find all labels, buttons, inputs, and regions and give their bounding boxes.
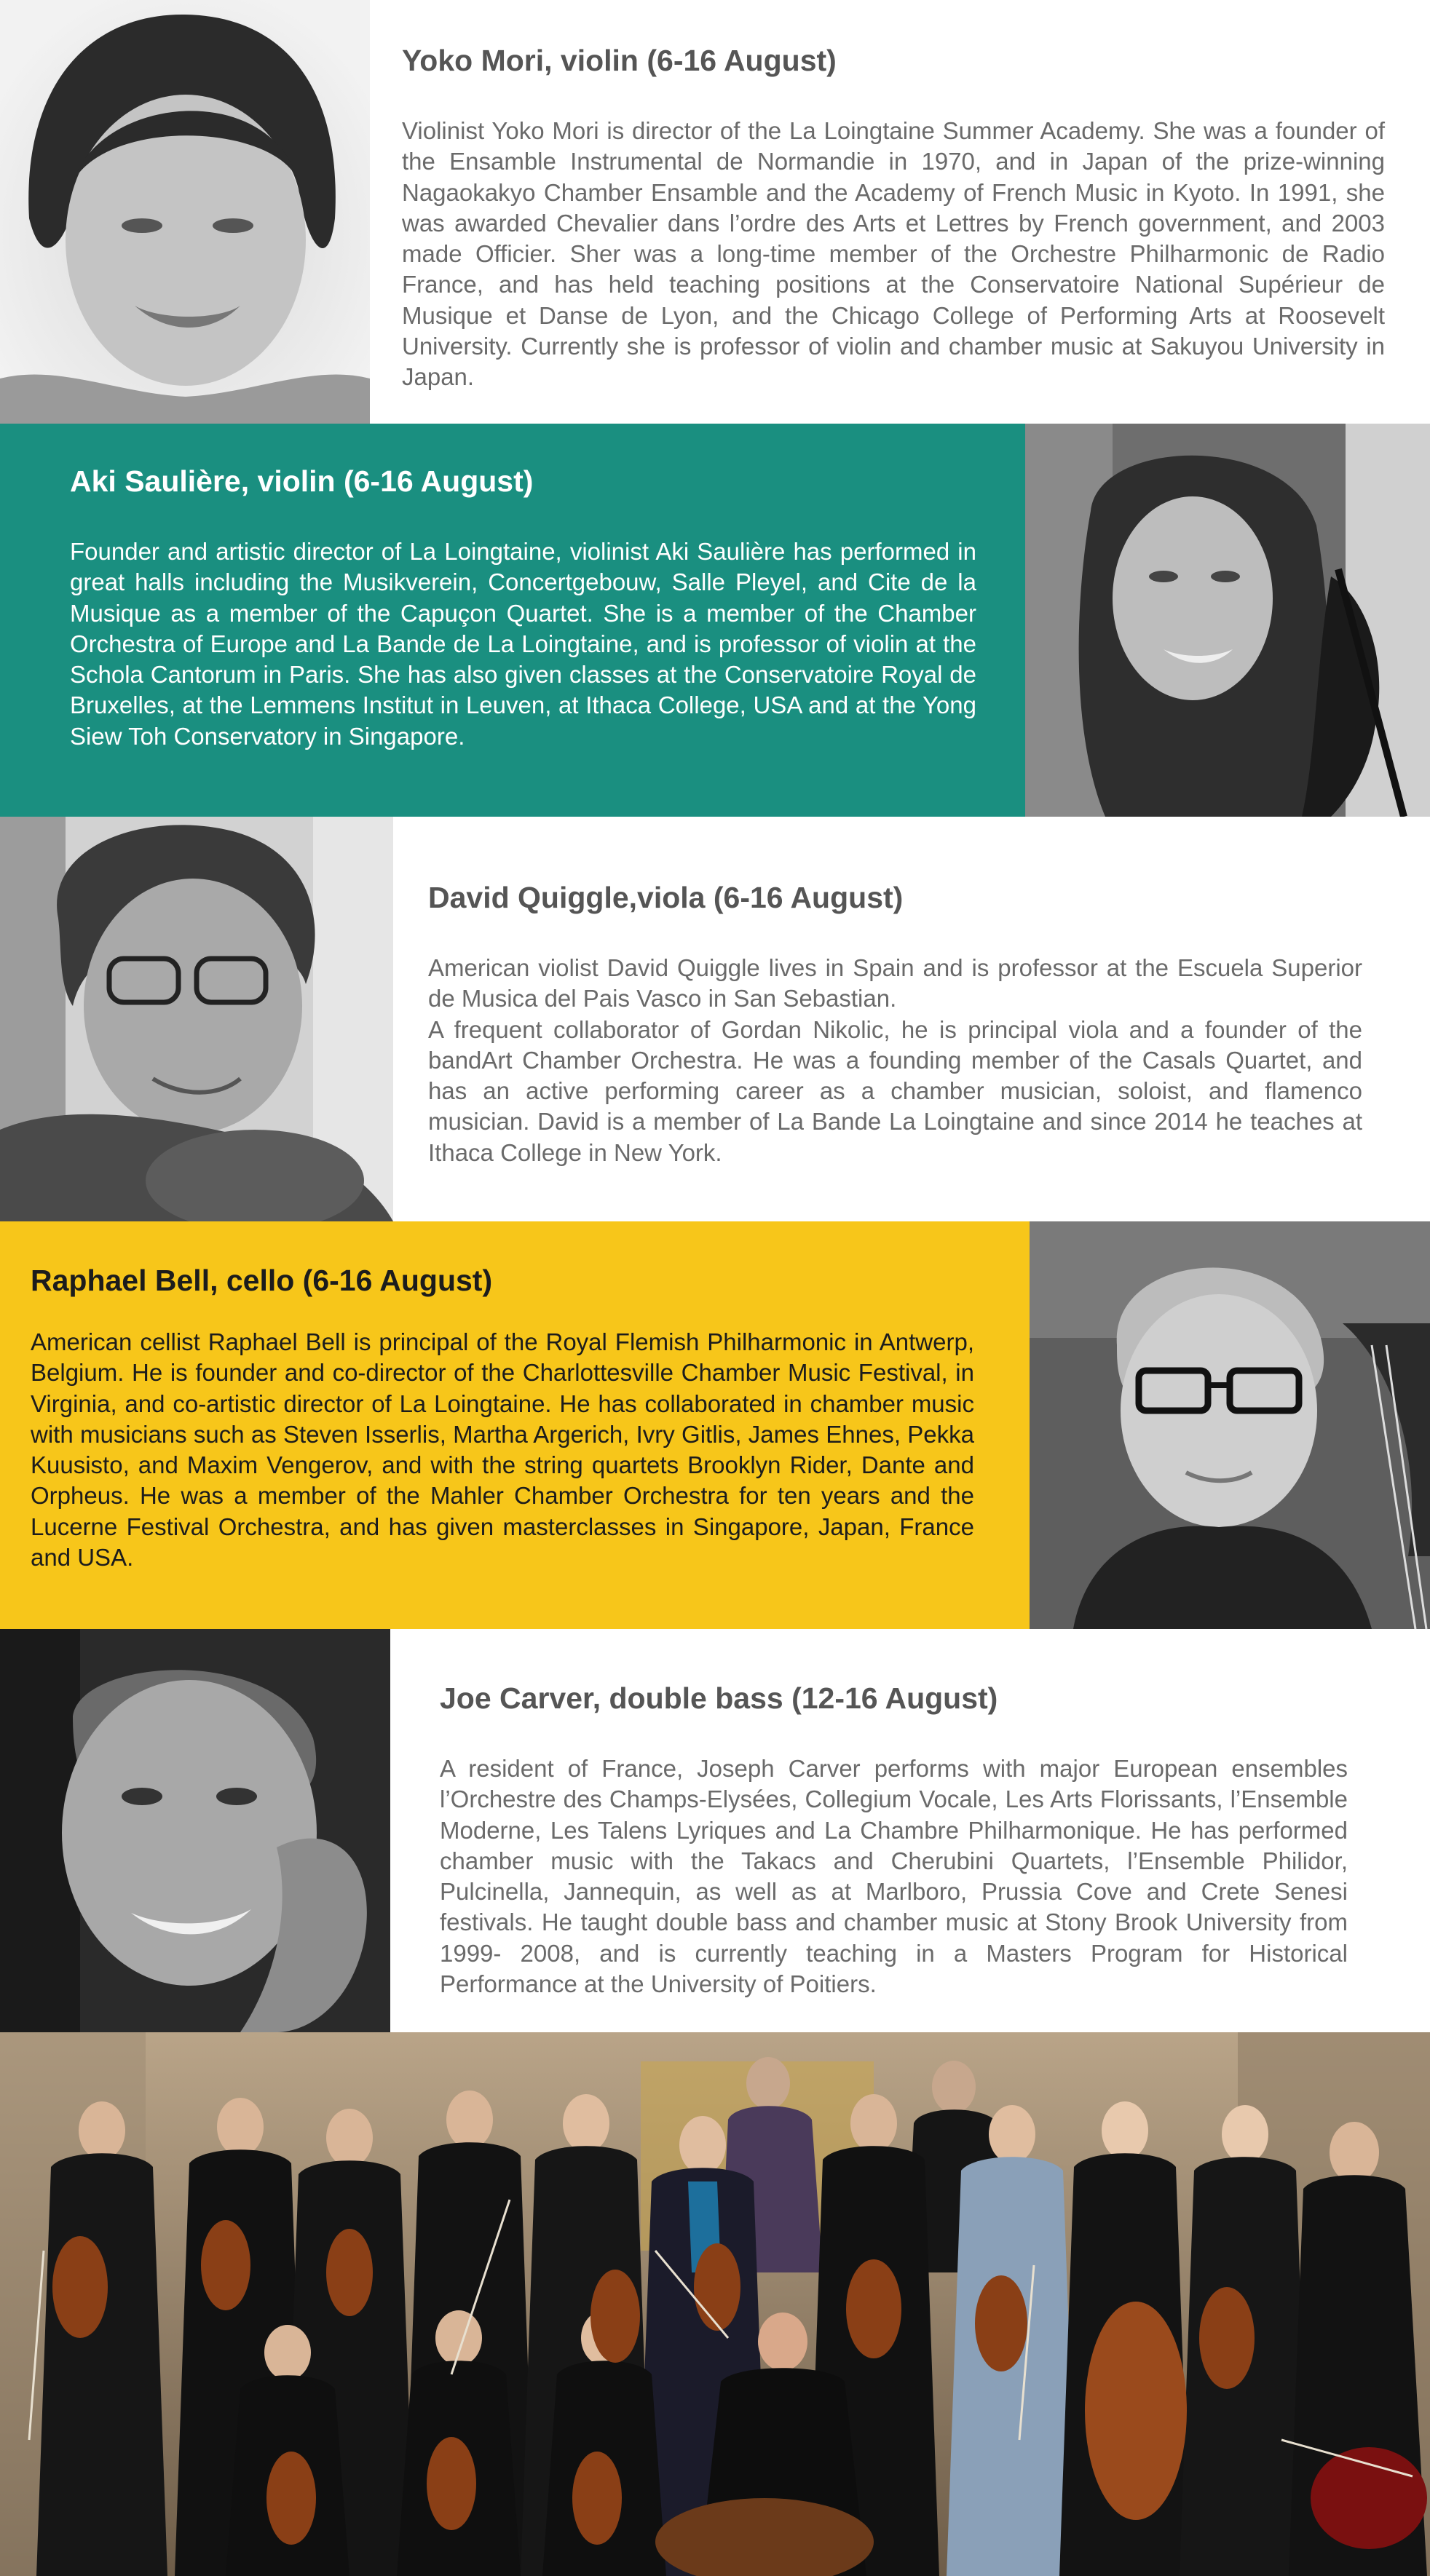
- musician-section-aki-sauliere: [0, 424, 1430, 817]
- musician-section-david-quiggle: [0, 817, 1430, 1221]
- bio-paragraph: American violist David Quiggle lives in Spain and is professor at the Escuela Superior de Musica del Pais Vasco in San Sebastian.: [428, 954, 1362, 1012]
- musician-name-heading: Aki Saulière, violin (6-16 August): [70, 464, 534, 498]
- musician-name-heading: David Quiggle,viola (6-16 August): [428, 881, 904, 914]
- portrait-photo-raphael-bell: [1030, 1221, 1430, 1629]
- musician-bio-text: Violinist Yoko Mori is director of the La Loingtaine Summer Academy. She was a founder of the Ensamble Instrumental de Normandie in 1970, and in Japan of the prize-winning Nagaokakyo Chamber Ensamble and the Academy of French Music in Kyoto. In 1991, she was awarded Chevalier dans l’ordre des Arts et Lettres by French government, and 2003 made Officier. Sher was a long-time member of the Orchestre Philharmonic de Radio France, and has held teaching positions at the Conservatoire National Supérieur de Musique et Danse de Lyon, and the Chicago College of Performing Arts at Roosevelt University. Currently she is professor of violin and chamber music at Sakuyou University in Japan.: [402, 117, 1385, 391]
- musician-section-raphael-bell: [0, 1221, 1430, 1629]
- group-photo: [0, 2032, 1430, 2576]
- musician-bio-text: American cellist Raphael Bell is principal of the Royal Flemish Philharmonic in Antwerp, Belgium. He is founder and co-director of the Charlottesville Chamber Music Festival, in Virginia, and co-artistic director of La Loingtaine. He has collaborated in chamber music with musicians such as Steven Isserlis, Martha Argerich, Ivry Gitlis, James Ehnes, Pekka Kuusisto, and Maxim Vengerov, and with the string quartets Brooklyn Rider, Dante and Orpheus. He was a member of the Mahler Chamber Orchestra for ten years and the Lucerne Festival Orchestra, and has given masterclasses in Singapore, Japan, France and USA.: [31, 1328, 974, 1571]
- portrait-photo-yoko-mori: [0, 0, 370, 424]
- portrait-photo-david-quiggle: [0, 817, 393, 1221]
- musician-section-joe-carver: [0, 1629, 1430, 2032]
- musician-name-heading: Raphael Bell, cello (6-16 August): [31, 1264, 493, 1297]
- portrait-photo-joe-carver: [0, 1629, 390, 2032]
- bio-block-aki-sauliere: [70, 464, 976, 752]
- bio-block-david-quiggle: [428, 881, 1362, 1168]
- bio-paragraph: A frequent collaborator of Gordan Nikolic, he is principal viola and a founder of the bandArt Chamber Orchestra. He was a founding member of the Casals Quartet, and has an active performing career as a chamber musician, soloist, and flamenco musician. David is a member of La Bande La Loingtaine and since 2014 he teaches at Ithaca College in New York.: [428, 1015, 1362, 1166]
- musician-bio-text: Founder and artistic director of La Loingtaine, violinist Aki Saulière has performed in great halls including the Musikverein, Concertgebouw, Salle Pleyel, and Cite de la Musique as a member of the Capuçon Quartet. She is a member of the Chamber Orchestra of Europe and La Bande de La Loingtaine, and is professor of violin at the Schola Cantorum in Paris. She has also given classes at the Conservatoire Royal de Bruxelles, at the Lemmens Institut in Leuven, at Ithaca College, USA and at the Yong Siew Toh Conservatory in Singapore.: [70, 538, 976, 750]
- musician-name-heading: Joe Carver, double bass (12-16 August): [440, 1681, 998, 1715]
- musician-name-heading: Yoko Mori, violin (6-16 August): [402, 44, 837, 77]
- portrait-photo-aki-sauliere: [1025, 424, 1430, 817]
- bio-block-yoko-mori: [402, 44, 1385, 392]
- musician-bio-text: A resident of France, Joseph Carver performs with major European ensembles l’Orchestre des Champs-Elysées, Collegium Vocale, Les Arts Florissants, l’Ensemble Moderne, Les Talens Lyriques and La Chambre Philharmonique. He has performed chamber music with the Takacs and Cherubini Quartets, l’Ensemble Philidor, Pulcinella, Jannequin, as well as at Marlboro, Prussia Cove and Crete Senesi festivals. He taught double bass and chamber music at Stony Brook University from 1999- 2008, and is currently teaching in a Masters Program for Historical Performance at the University of Poitiers.: [440, 1755, 1348, 1997]
- bio-block-raphael-bell: [31, 1264, 974, 1573]
- musician-bio-text: [428, 953, 1362, 1168]
- musician-section-yoko-mori: [0, 0, 1430, 424]
- bio-block-joe-carver: [440, 1681, 1348, 2000]
